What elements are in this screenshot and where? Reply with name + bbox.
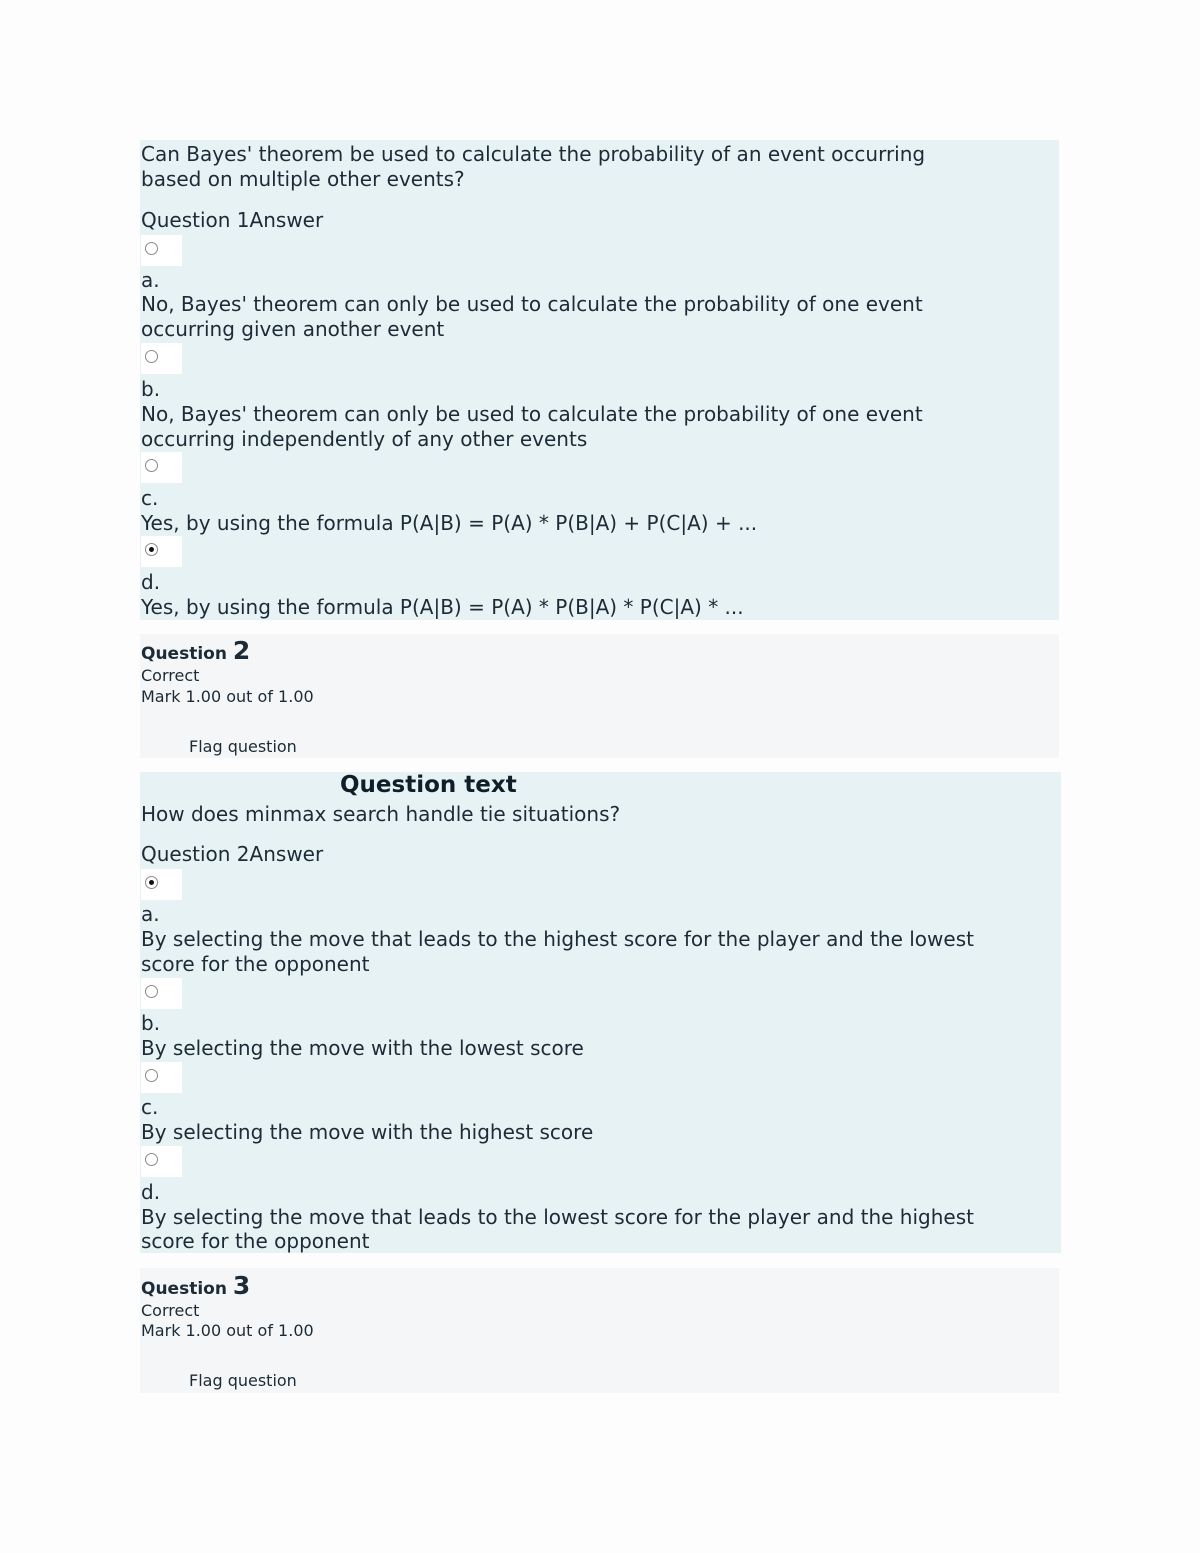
question-1-answer-label: Question 1Answer bbox=[141, 208, 324, 232]
option-b-text-line2: occurring independently of any other events bbox=[141, 427, 588, 451]
radio-button[interactable] bbox=[145, 985, 158, 998]
question-number: 3 bbox=[232, 1271, 251, 1300]
q2-option-d-letter: d. bbox=[141, 1180, 161, 1204]
option-b-text: No, Bayes' theorem can only be used to calculate the probability of one event bbox=[141, 402, 923, 426]
question-number: 2 bbox=[232, 636, 251, 665]
question-2-mark: Mark 1.00 out of 1.00 bbox=[141, 687, 314, 706]
q2-option-d-text-line2: score for the opponent bbox=[141, 1229, 370, 1253]
flag-question-link[interactable]: Flag question bbox=[189, 1371, 297, 1390]
question-label: Question bbox=[141, 1279, 227, 1299]
option-d-letter: d. bbox=[141, 570, 161, 594]
radio-button-selected[interactable] bbox=[145, 543, 158, 556]
option-a-text-line2: occurring given another event bbox=[141, 317, 445, 341]
radio-button[interactable] bbox=[145, 459, 158, 472]
q2-option-a-text: By selecting the move that leads to the highest score for the player and the lowest bbox=[141, 927, 974, 951]
question-label: Question bbox=[141, 644, 227, 664]
option-d-text: Yes, by using the formula P(A|B) = P(A) * P(B|A) * P(C|A) * ... bbox=[141, 595, 744, 619]
option-c-radio-box[interactable] bbox=[141, 452, 182, 483]
option-b-radio-box[interactable] bbox=[141, 343, 182, 374]
question-text-heading: Question text bbox=[340, 772, 517, 798]
question-3-mark: Mark 1.00 out of 1.00 bbox=[141, 1321, 314, 1340]
option-a-letter: a. bbox=[141, 268, 160, 292]
radio-button[interactable] bbox=[145, 1069, 158, 1082]
q2-option-b-text: By selecting the move with the lowest score bbox=[141, 1036, 584, 1060]
question-1-text: Can Bayes' theorem be used to calculate the probability of an event occurring bbox=[141, 142, 926, 166]
q2-option-a-radio-box[interactable] bbox=[141, 869, 182, 900]
radio-button[interactable] bbox=[145, 1153, 158, 1166]
option-c-letter: c. bbox=[141, 486, 159, 510]
question-3-number bbox=[141, 1271, 250, 1300]
q2-option-b-radio-box[interactable] bbox=[141, 978, 182, 1009]
question-1-text-line2: based on multiple other events? bbox=[141, 167, 465, 191]
radio-button[interactable] bbox=[145, 350, 158, 363]
question-2-text: How does minmax search handle tie situations? bbox=[141, 802, 621, 826]
q2-option-b-letter: b. bbox=[141, 1011, 161, 1035]
q2-option-c-text: By selecting the move with the highest score bbox=[141, 1120, 594, 1144]
option-a-radio-box[interactable] bbox=[141, 235, 182, 266]
question-2-number bbox=[141, 636, 250, 665]
question-2-status: Correct bbox=[141, 666, 200, 685]
q2-option-a-letter: a. bbox=[141, 902, 160, 926]
q2-option-c-letter: c. bbox=[141, 1095, 159, 1119]
option-d-radio-box[interactable] bbox=[141, 536, 182, 567]
q2-option-d-text: By selecting the move that leads to the lowest score for the player and the highest bbox=[141, 1205, 974, 1229]
q2-option-a-text-line2: score for the opponent bbox=[141, 952, 370, 976]
q2-option-c-radio-box[interactable] bbox=[141, 1062, 182, 1093]
radio-button-selected[interactable] bbox=[145, 876, 158, 889]
option-b-letter: b. bbox=[141, 377, 161, 401]
option-c-text: Yes, by using the formula P(A|B) = P(A) * P(B|A) + P(C|A) + ... bbox=[141, 511, 758, 535]
question-3-status: Correct bbox=[141, 1301, 200, 1320]
option-a-text: No, Bayes' theorem can only be used to calculate the probability of one event bbox=[141, 292, 923, 316]
radio-button[interactable] bbox=[145, 242, 158, 255]
flag-question-link[interactable]: Flag question bbox=[189, 737, 297, 756]
question-2-answer-label: Question 2Answer bbox=[141, 842, 324, 866]
q2-option-d-radio-box[interactable] bbox=[141, 1146, 182, 1177]
